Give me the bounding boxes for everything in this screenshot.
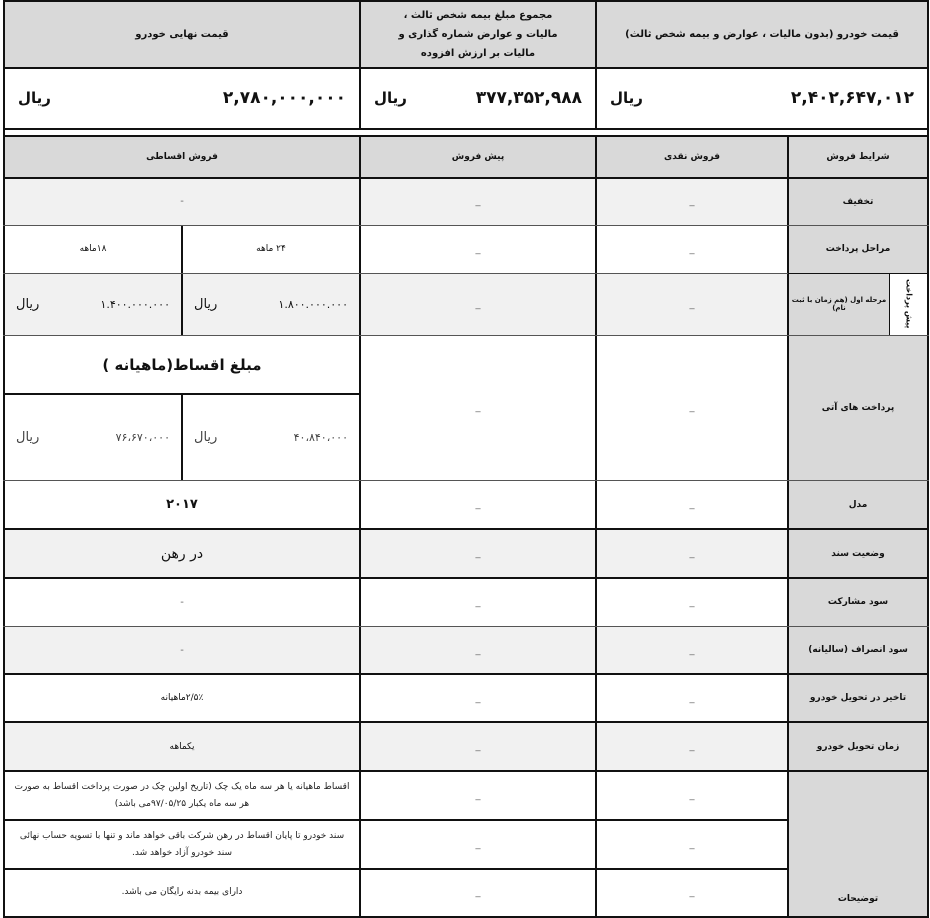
- first-stage-18-value: ۱.۴۰۰.۰۰۰.۰۰۰: [100, 297, 170, 311]
- cell-value: _: [689, 499, 695, 510]
- base-price-header: [596, 0, 928, 68]
- note-cash: [596, 869, 788, 916]
- border-line: [3, 721, 929, 723]
- cell-value: _: [475, 692, 481, 704]
- border-line: [3, 393, 361, 395]
- border-line: [927, 0, 929, 918]
- cell-value: _: [475, 402, 481, 413]
- discount-label: [788, 178, 928, 225]
- border-line: [359, 0, 361, 130]
- final-price-header: [4, 0, 360, 68]
- document-status-installment: [4, 529, 360, 578]
- border-line: [3, 0, 5, 918]
- future-cash: [596, 335, 788, 480]
- cell-value: _: [475, 596, 481, 608]
- cell-value: _: [689, 839, 695, 850]
- stages-cash: [596, 225, 788, 273]
- border-line: [3, 577, 929, 579]
- cancellation-cash: [596, 626, 788, 674]
- note-item: [4, 820, 360, 869]
- note-cash: [596, 820, 788, 869]
- delivery-time-label: [788, 722, 928, 771]
- plan-24-header: [182, 225, 360, 273]
- cell-value: _: [475, 548, 481, 559]
- border-line: [359, 136, 361, 918]
- cell-value: _: [475, 196, 481, 207]
- cell-value: _: [689, 887, 695, 898]
- note-presale: [360, 771, 596, 820]
- discount-presale: [360, 178, 596, 225]
- installment-column-header: [4, 136, 360, 178]
- note-text: اقساط ماهیانه یا هر سه ماه یک چک (تاریخ اولین چک در صورت پرداخت اقساط به صورت هر سه ماه یکبار ۹۷/۰۵/۲۵می باشد): [14, 781, 350, 809]
- cell-value: _: [689, 243, 695, 255]
- cell-value: -: [180, 196, 184, 207]
- row-label: زمان تحویل خودرو: [816, 741, 900, 752]
- presale-column-title: پیش فروش: [451, 152, 505, 162]
- row-label: سود مشارکت: [827, 597, 889, 607]
- cancellation-label: [788, 626, 928, 674]
- border-line: [3, 770, 929, 772]
- cell-value: _: [475, 790, 481, 801]
- presale-column-header: [360, 136, 596, 178]
- monthly-installments-title: [4, 335, 360, 394]
- cell-value: مبلغ اقساط(ماهیانه ): [102, 355, 262, 374]
- cell-value: ۲۴ ماهه: [256, 244, 286, 254]
- border-line: [3, 335, 929, 336]
- cell-value: در رهن: [160, 545, 204, 562]
- border-line: [3, 819, 789, 821]
- cell-value: ۲۰۱۷: [166, 497, 198, 512]
- row-label: مراحل پرداخت: [825, 244, 891, 254]
- delivery-time-cash: [596, 722, 788, 771]
- final-price-title: قیمت نهایی خودرو: [135, 28, 229, 40]
- cell-value: _: [689, 692, 695, 704]
- cell-value: یکماهه: [169, 741, 195, 752]
- partnership-installment: [4, 578, 360, 626]
- delivery-time-installment: [4, 722, 360, 771]
- border-line: [3, 673, 929, 675]
- delay-label: [788, 674, 928, 722]
- border-line: [595, 136, 597, 918]
- delivery-time-presale: [360, 722, 596, 771]
- row-label: وضعیت سند: [831, 548, 885, 559]
- taxes-value: ۳۷۷,۳۵۲,۹۸۸: [475, 88, 582, 108]
- payment-stages-label: [788, 225, 928, 273]
- cell-value: _: [475, 741, 481, 752]
- border-line: [3, 626, 929, 627]
- note-presale: [360, 820, 596, 869]
- first-stage-presale: [360, 273, 596, 335]
- cell-value: _: [689, 298, 695, 310]
- delay-installment: [4, 674, 360, 722]
- border-line: [3, 273, 789, 274]
- document-status-cash: [596, 529, 788, 578]
- base-price-title: قیمت خودرو (بدون مالیات ، عوارض و بیمه شخص ثالث): [625, 28, 899, 40]
- row-label: تخفیف: [842, 196, 874, 207]
- border-line: [3, 128, 929, 130]
- stages-presale: [360, 225, 596, 273]
- cell-value: ۲/۵٪ماهیانه: [160, 693, 204, 703]
- first-stage-label: [788, 273, 890, 335]
- delay-cash: [596, 674, 788, 722]
- cell-value: _: [475, 499, 481, 510]
- base-price-value: ۲,۴۰۲,۶۴۷,۰۱۲: [790, 88, 914, 108]
- taxes-title-line3: مالیات بر ارزش افزوده: [420, 47, 536, 59]
- cell-value: -: [180, 644, 184, 656]
- cash-column-title: فروش نقدی: [664, 152, 720, 162]
- border-line: [3, 868, 789, 870]
- currency-label: ریال: [16, 296, 40, 312]
- model-presale: [360, 480, 596, 529]
- base-price-cell: [596, 68, 928, 128]
- border-line: [181, 394, 183, 480]
- cell-value: _: [689, 741, 695, 752]
- cash-column-header: [596, 136, 788, 178]
- border-line: [181, 226, 183, 335]
- taxes-title-line1: مجموع مبلغ بیمه شخص ثالث ،: [403, 9, 553, 21]
- note-item: [4, 771, 360, 820]
- border-line: [788, 273, 929, 274]
- cell-value: _: [475, 839, 481, 850]
- note-cash: [596, 771, 788, 820]
- installment-column-title: فروش اقساطی: [146, 152, 218, 162]
- cell-value: -: [180, 596, 184, 608]
- row-label: پرداخت های آتی: [821, 402, 895, 413]
- border-line: [3, 0, 929, 2]
- currency-label: ریال: [374, 89, 407, 107]
- plan-18-header: [4, 225, 182, 273]
- conditions-column-title: شرایط فروش: [826, 152, 890, 162]
- row-group-label: پیش پرداخت: [904, 279, 914, 329]
- border-line: [3, 225, 929, 226]
- taxes-cell: [360, 68, 596, 128]
- first-stage-24: [182, 273, 360, 335]
- row-label: توضیحات: [837, 894, 879, 904]
- border-line: [3, 177, 929, 179]
- taxes-title-line2: مالیات و عوارض شماره گذاری و: [398, 28, 558, 40]
- notes-label: [788, 771, 928, 916]
- model-cash: [596, 480, 788, 529]
- border-line: [595, 0, 597, 130]
- taxes-header: [360, 0, 596, 68]
- note-text: دارای بیمه بدنه رایگان می باشد.: [121, 887, 243, 897]
- border-line: [3, 528, 929, 530]
- border-line: [3, 135, 929, 137]
- first-stage-cash: [596, 273, 788, 335]
- note-text: سند خودرو تا پایان اقساط در رهن شرکت باقی خواهد ماند و تنها با تسویه حساب نهائی سند خودرو آزاد خواهد شد.: [19, 830, 345, 858]
- currency-label: ریال: [194, 296, 218, 312]
- document-status-label: [788, 529, 928, 578]
- cell-value: _: [689, 548, 695, 559]
- monthly-24: [182, 394, 360, 480]
- row-label: تاخیر در تحویل خودرو: [809, 693, 907, 703]
- border-line: [787, 136, 789, 918]
- cell-value: _: [689, 196, 695, 207]
- conditions-column-header: [788, 136, 928, 178]
- currency-label: ریال: [194, 429, 218, 445]
- cell-value: _: [689, 644, 695, 656]
- first-stage-24-value: ۱.۸۰۰.۰۰۰.۰۰۰: [278, 297, 348, 311]
- future-payments-label: [788, 335, 928, 480]
- cell-value: _: [475, 887, 481, 898]
- partnership-cash: [596, 578, 788, 626]
- first-stage-18: [4, 273, 182, 335]
- model-label: [788, 480, 928, 529]
- cell-value: _: [689, 596, 695, 608]
- monthly-24-value: ۴۰،۸۴۰،۰۰۰: [293, 430, 348, 444]
- note-presale: [360, 869, 596, 916]
- cell-value: _: [475, 298, 481, 310]
- document-status-presale: [360, 529, 596, 578]
- cell-value: _: [689, 402, 695, 413]
- cell-value: ۱۸ماهه: [79, 244, 107, 254]
- cell-value: _: [689, 790, 695, 801]
- border-line: [3, 67, 929, 69]
- cancellation-installment: [4, 626, 360, 674]
- currency-label: ریال: [18, 89, 51, 107]
- final-price-value: ۲,۷۸۰,۰۰۰,۰۰۰: [222, 88, 346, 108]
- currency-label: ریال: [610, 89, 643, 107]
- row-label: سود انصراف (سالیانه): [808, 645, 908, 655]
- cell-value: _: [475, 644, 481, 656]
- monthly-18-value: ۷۶،۶۷۰،۰۰۰: [115, 430, 170, 444]
- row-label: مدل: [848, 499, 868, 510]
- prepayment-group-label: [890, 273, 928, 335]
- delay-presale: [360, 674, 596, 722]
- monthly-18: [4, 394, 182, 480]
- future-presale: [360, 335, 596, 480]
- cancellation-presale: [360, 626, 596, 674]
- cell-value: _: [475, 243, 481, 255]
- border-line: [3, 480, 929, 481]
- partnership-presale: [360, 578, 596, 626]
- currency-label: ریال: [16, 429, 40, 445]
- discount-installment: [4, 178, 360, 225]
- border-line: [889, 273, 890, 335]
- row-label: مرحله اول (هم زمان با ثبت نام): [791, 296, 887, 312]
- final-price-cell: [4, 68, 360, 128]
- partnership-label: [788, 578, 928, 626]
- note-item: [4, 869, 360, 916]
- discount-cash: [596, 178, 788, 225]
- model-installment: [4, 480, 360, 529]
